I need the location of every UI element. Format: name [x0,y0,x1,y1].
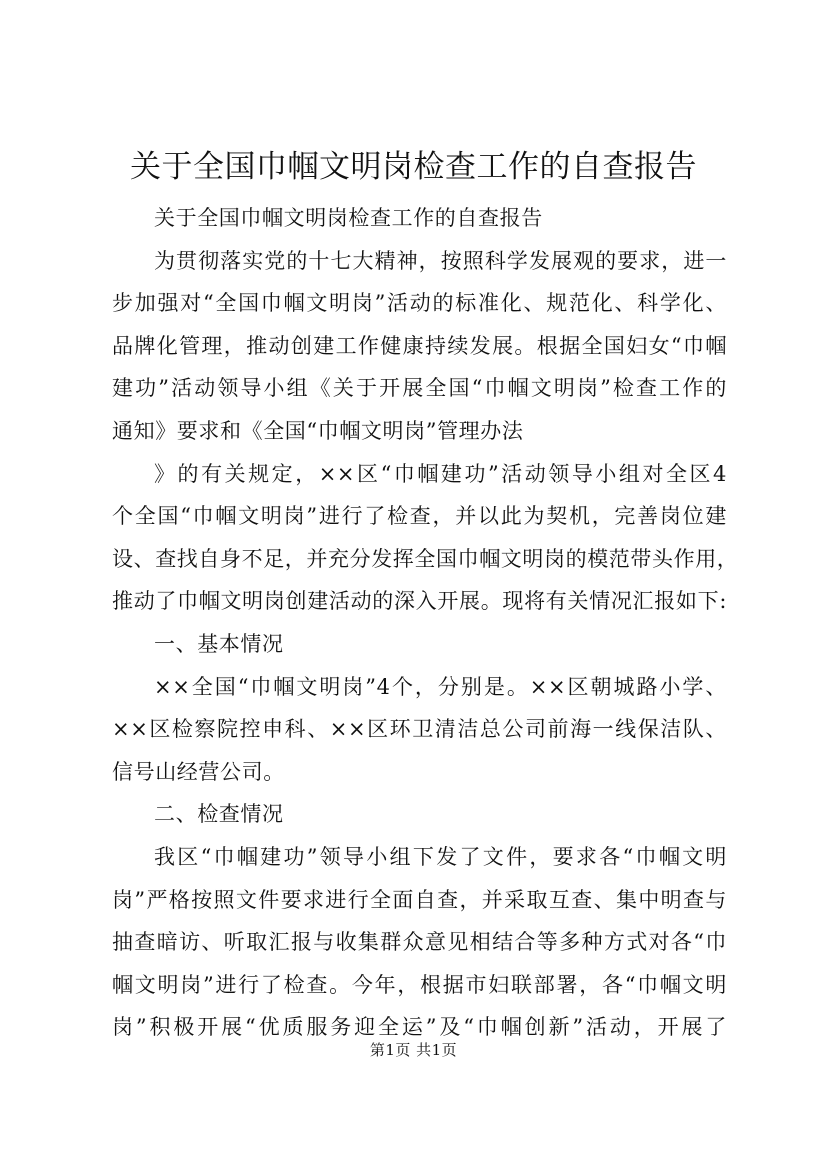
document-title: 关于全国巾帼文明岗检查工作的自查报告 [130,149,697,185]
text-line: 关于全国巾帼文明岗检查工作的自查报告 [154,206,543,230]
text-line: 岗”严格按照文件要求进行全面自查，并采取互查、集中明查与 [112,887,727,912]
text-line: 》的有关规定，××区“巾帼建功”活动领导小组对全区4 [154,461,727,486]
text-line: ××全国“巾帼文明岗”4个，分别是。××区朝城路小学、 [154,674,727,699]
text-line: 通知》要求和《全国“巾帼文明岗”管理办法 [112,418,524,443]
text-line: 品牌化管理，推动创建工作健康持续发展。根据全国妇女“巾帼 [112,333,727,358]
text-line: 二、检查情况 [154,802,284,827]
page-footer: 第1页 共1页 [369,1041,458,1059]
text-line: 个全国“巾帼文明岗”进行了检查，并以此为契机，完善岗位建 [112,504,727,529]
text-line: 建功”活动领导小组《关于开展全国“巾帼文明岗”检查工作的 [112,376,727,401]
text-line: 推动了巾帼文明岗创建活动的深入开展。现将有关情况汇报如下: [112,589,727,614]
text-line: 岗”积极开展“优质服务迎全运”及“巾帼创新”活动，开展了 [112,1015,727,1040]
text-line: 步加强对“全国巾帼文明岗”活动的标准化、规范化、科学化、 [112,291,727,316]
text-line: 为贯彻落实党的十七大精神，按照科学发展观的要求，进一 [154,248,727,273]
document-body [112,197,739,1049]
text-line: 设、查找自身不足，并充分发挥全国巾帼文明岗的模范带头作用， [112,546,739,571]
text-line: 一、基本情况 [154,631,284,656]
text-line: 帼文明岗”进行了检查。今年，根据市妇联部署，各“巾帼文明 [112,972,727,997]
text-line: 抽查暗访、听取汇报与收集群众意见相结合等多种方式对各“巾 [112,930,727,955]
text-line: 信号山经营公司。 [112,759,285,784]
text-line: ××区检察院控申科、××区环卫清洁总公司前海一线保洁队、 [112,717,727,742]
text-line: 我区“巾帼建功”领导小组下发了文件，要求各“巾帼文明 [154,844,727,869]
